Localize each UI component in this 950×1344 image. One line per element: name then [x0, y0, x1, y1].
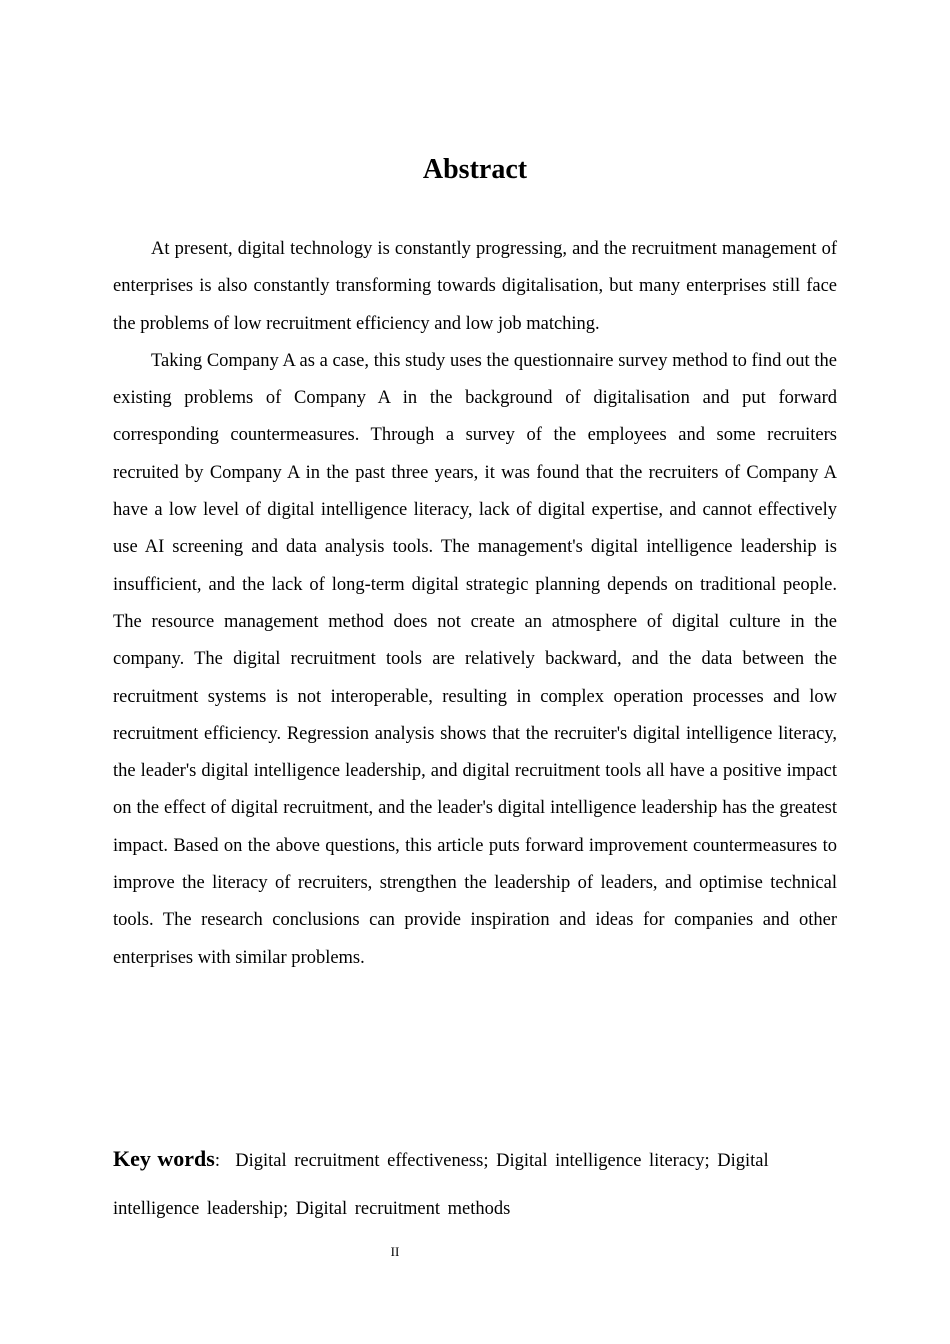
- abstract-paragraph-1: At present, digital technology is constantly progressing, and the recruitment management of enterprises is also constantly transforming towards digitalisation, but many enterprises still face the problems of low recruitment efficiency and low job matching.: [113, 239, 837, 334]
- keywords-label: Key words: [113, 1146, 215, 1171]
- page-number: II: [390, 1244, 400, 1259]
- keywords-list: Digital recruitment effectiveness; Digital intelligence literacy; Digital intelligence leadership; Digital recruitment methods: [113, 1151, 769, 1219]
- abstract-paragraph-2: Taking Company A as a case, this study uses the questionnaire survey method to find out the existing problems of Company A in the background of digitalisation and put forward corresponding countermeasures. Through a survey of the employees and some recruiters recruited by Company A in the past three years, it was found that the recruiters of Company A have a low level of digital intelligence literacy, lack of digital expertise, and cannot effectively use AI screening and data analysis tools. The management's digital intelligence leadership is insufficient, and the lack of long-term digital strategic planning depends on traditional people. The resource management method does not create an atmosphere of digital culture in the company. The digital recruitment tools are relatively backward, and the data between the recruitment systems is not interoperable, resulting in complex operation processes and low recruitment efficiency. Regression analysis shows that the recruiter's digital intelligence literacy, the leader's digital intelligence leadership, and digital recruitment tools all have a positive impact on the effect of digital recruitment, and the leader's digital intelligence leadership has the greatest impact. Based on the above questions, this article puts forward improvement countermeasures to improve the literacy of recruiters, strengthen the leadership of leaders, and optimise technical tools. The research conclusions can provide inspiration and ideas for companies and other enterprises with similar problems.: [113, 350, 837, 968]
- keywords-separator: :: [214, 1151, 220, 1171]
- abstract-title: Abstract: [422, 154, 528, 185]
- abstract-body: [113, 231, 837, 977]
- keywords-section: [113, 1135, 837, 1233]
